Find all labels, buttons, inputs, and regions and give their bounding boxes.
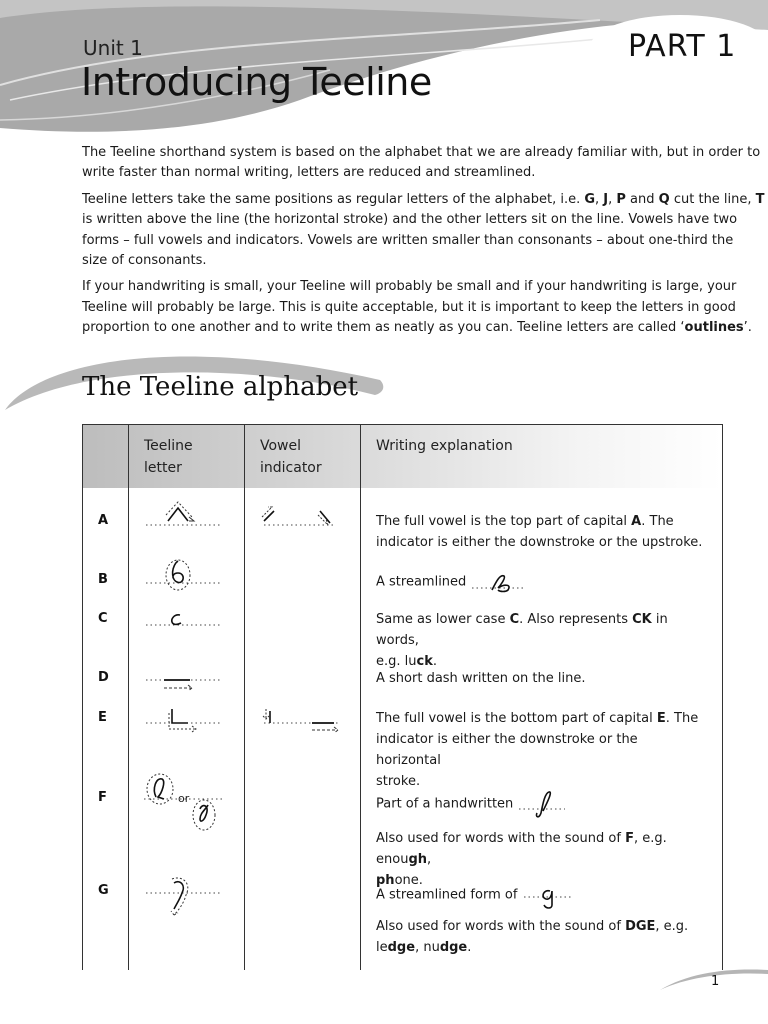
- vowel-a-indicator-glyph: [260, 503, 340, 531]
- row-letter-f: F: [98, 790, 107, 805]
- header-teeline-letter: Teeline letter: [144, 438, 193, 476]
- vowel-e-indicator-glyph: [260, 705, 344, 737]
- row-c-explanation: Same as lower case C. Also represents CK in words, e.g. luck.: [376, 612, 668, 669]
- table-divider-2: [244, 425, 245, 970]
- row-g-explanation: A streamlined form of Also used for words with the sound of DGE, e.g. ledge, nudge.: [376, 881, 706, 958]
- teeline-e-glyph: [144, 705, 224, 737]
- intro-paragraph-1: The Teeline shorthand system is based on the alphabet that we are already familiar with, but in order to write faster than normal writing, letters are reduced and streamlined.: [82, 145, 761, 181]
- row-b-explanation: A streamlined: [376, 570, 706, 594]
- table-divider-1: [128, 425, 129, 970]
- footer-curve: [650, 960, 768, 990]
- intro-paragraph-2: Teeline letters take the same positions as regular letters of the alphabet, i.e. G, J, P and Q cut the line, T is written above the line (the horizontal stroke) and the other letters sit on the line. Vowels have two forms – full vowels and indicators. Vowels are written smaller than consonants – about one-third the size of consonants.: [82, 191, 765, 269]
- intro-text: [82, 143, 765, 345]
- or-label: or: [178, 792, 190, 805]
- row-d-explanation: A short dash written on the line.: [376, 671, 586, 686]
- teeline-b-glyph: [144, 555, 224, 595]
- intro-paragraph-3: If your handwriting is small, your Teeline will probably be small and if your handwriting is large, your Teeline will probably be large. This is quite acceptable, but it is important to keep the letters in good proportion to one another and to write them as neatly as you can. Teeline letters are called ‘outlines’.: [82, 279, 752, 336]
- header-writing-explanation: Writing explanation: [376, 438, 513, 454]
- unit-label: Unit 1: [83, 36, 143, 60]
- section-title: The Teeline alphabet: [82, 372, 359, 402]
- row-letter-a: A: [98, 513, 109, 528]
- row-f-explanation: Part of a handwritten Also used for words with the sound of F, e.g. enough, phone.: [376, 789, 706, 891]
- page-number: 1: [711, 974, 720, 989]
- handwritten-f-glyph: [517, 789, 567, 819]
- handwritten-g-glyph: [522, 881, 574, 909]
- teeline-d-glyph: [144, 671, 224, 695]
- row-letter-b: B: [98, 572, 108, 587]
- row-letter-e: E: [98, 710, 107, 725]
- row-letter-g: G: [98, 883, 109, 898]
- row-e-explanation: The full vowel is the bottom part of capital E. The indicator is either the downstroke or the horizontal stroke.: [376, 711, 699, 789]
- table-border-left: [82, 425, 83, 970]
- alphabet-table: [82, 424, 723, 970]
- teeline-a-glyph: [144, 499, 224, 531]
- row-letter-c: C: [98, 611, 108, 626]
- table-divider-3: [360, 425, 361, 970]
- handwritten-b-glyph: [470, 570, 526, 594]
- part-badge: PART 1: [628, 29, 737, 64]
- teeline-g-glyph: [144, 875, 224, 925]
- page-title: Introducing Teeline: [81, 60, 432, 104]
- teeline-c-glyph: [144, 609, 224, 631]
- header-vowel-indicator: Vowel indicator: [260, 438, 322, 476]
- row-letter-d: D: [98, 670, 109, 685]
- row-a-explanation: The full vowel is the top part of capital A. The indicator is either the downstroke or the upstroke.: [376, 514, 703, 550]
